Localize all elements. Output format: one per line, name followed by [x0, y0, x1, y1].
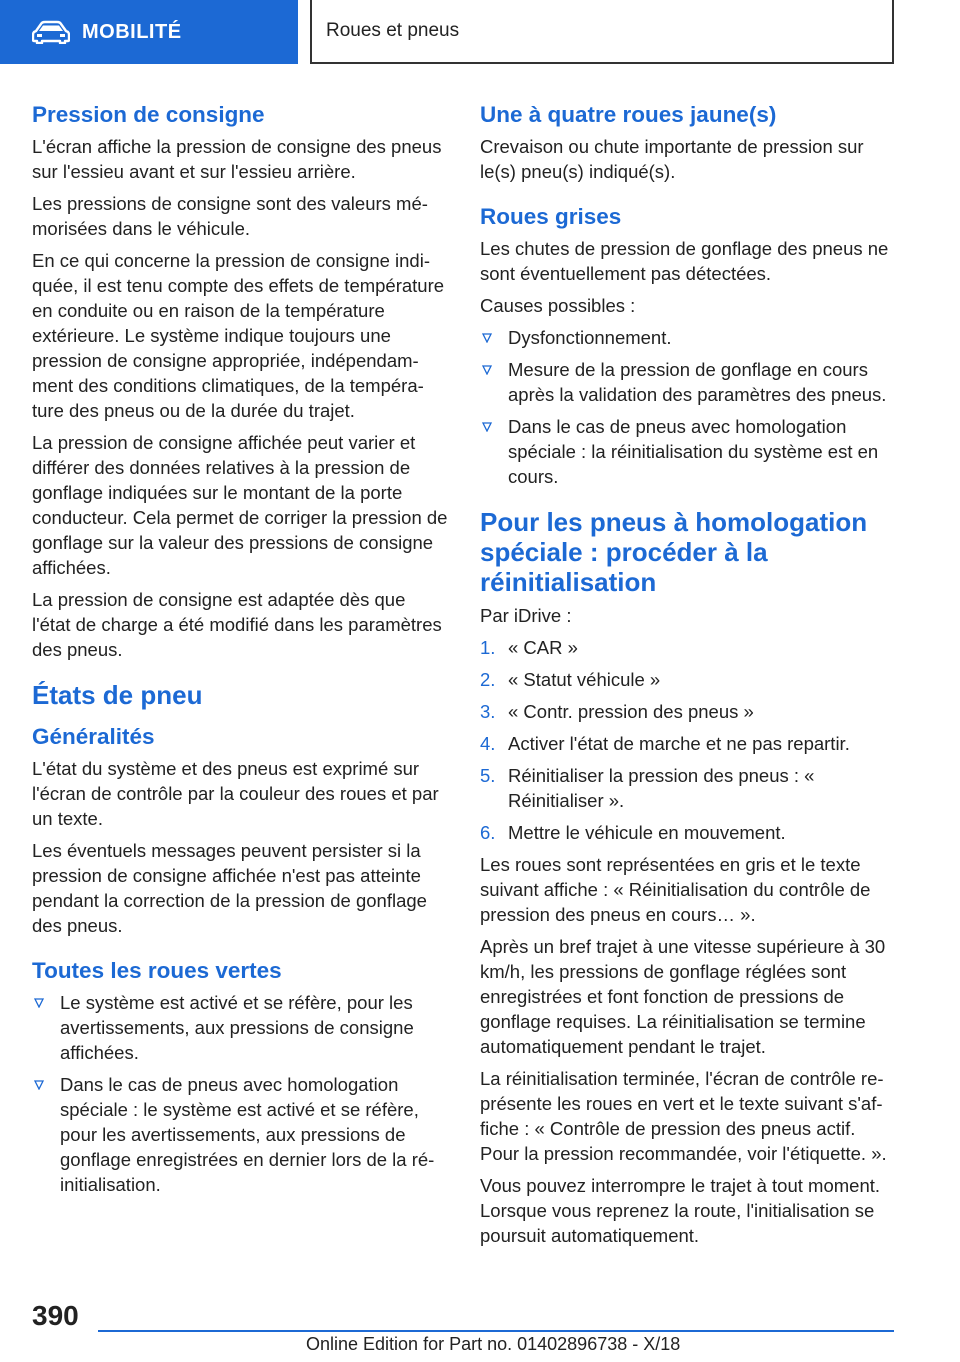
list-item — [32, 990, 448, 1065]
chapter-header — [310, 0, 894, 64]
step-text: Réinitialiser la pression des pneus : « Réinitialiser ». — [508, 765, 815, 811]
paragraph: Les éventuels messages peuvent persister si la pression de consigne affichée n'est pas atteinte pendant la correction de la pression de gonflage des pneus. — [32, 840, 427, 936]
triangle-bullet-icon — [482, 365, 492, 375]
paragraph: Par iDrive : — [480, 605, 572, 626]
step-number: 5. — [480, 765, 496, 786]
paragraph: Les pressions de consigne sont des valeurs mémorisées dans le véhicule. — [32, 193, 428, 239]
list-item — [480, 667, 896, 692]
list-item-text: Dysfonctionnement. — [508, 327, 672, 348]
chapter-title: Roues et pneus — [326, 20, 460, 41]
page-number: 390 — [32, 1300, 79, 1331]
paragraph: La pression de consigne est adaptée dès que l'état de charge a été modifié dans les paramètres des pneus. — [32, 589, 442, 660]
left-column — [32, 100, 448, 1205]
paragraph: Crevaison ou chute importante de pression sur le(s) pneu(s) indiqué(s). — [480, 136, 864, 182]
list-item — [480, 820, 896, 845]
list-item — [480, 635, 896, 660]
section-tab[interactable] — [0, 0, 298, 64]
footer-divider — [98, 1330, 894, 1332]
paragraph: Les roues sont représentées en gris et le texte suivant affiche : « Réinitialisation du contrôle de pression des pneus en cours… ». — [480, 854, 871, 925]
step-number: 4. — [480, 733, 496, 754]
paragraph: Après un bref trajet à une vitesse supérieure à 30 km/h, les pressions de gonflage réglées sont enregistrées et font fonction de pressions de gonflage requises. La réinitialisation se termine automatiquement pendant le trajet. — [480, 936, 886, 1057]
edition-text: Online Edition for Part no. 01402896738 - X/18 — [306, 1334, 681, 1354]
step-number: 1. — [480, 637, 496, 658]
car-icon — [32, 20, 70, 44]
triangle-bullet-icon — [34, 998, 44, 1008]
paragraph: Les chutes de pression de gonflage des pneus ne sont éventuellement pas détectées. — [480, 238, 889, 284]
step-text: Activer l'état de marche et ne pas repartir. — [508, 733, 850, 754]
list-item — [480, 763, 896, 813]
paragraph: Vous pouvez interrompre le trajet à tout moment. Lorsque vous reprenez la route, l'initialisation se poursuit automatiquement. — [480, 1175, 881, 1246]
step-text: « CAR » — [508, 637, 578, 658]
heading-roues-jaunes: Une à quatre roues jaune(s) — [480, 102, 777, 127]
list-item — [32, 1072, 448, 1197]
list-item — [480, 699, 896, 724]
triangle-bullet-icon — [482, 333, 492, 343]
triangle-bullet-icon — [34, 1080, 44, 1090]
heading-etats-de-pneu: États de pneu — [32, 680, 203, 710]
triangle-bullet-icon — [482, 422, 492, 432]
heading-pression-de-consigne: Pression de consigne — [32, 102, 265, 127]
paragraph: En ce qui concerne la pression de consigne indiquée, il est tenu compte des effets de température en conduite ou en raison de la température extérieure. Le système indique toujours une pression de consigne appropriée, indépendamment des conditions climatiques, de la température des pneus ou de la durée du trajet. — [32, 250, 445, 421]
step-number: 2. — [480, 669, 496, 690]
list-item-text: Mesure de la pression de gonflage en cours après la validation des paramètres des pneus. — [508, 359, 887, 405]
paragraph: L'état du système et des pneus est exprimé sur l'écran de contrôle par la couleur des roues et par un texte. — [32, 758, 439, 829]
paragraph: La pression de consigne affichée peut varier et différer des données relatives à la pression de gonflage indiquées sur le montant de la porte conducteur. Cela permet de corriger la pression de gonflage sur la valeur des pressions de consigne affichées. — [32, 432, 448, 578]
heading-roues-grises: Roues grises — [480, 204, 622, 229]
heading-generalites: Généralités — [32, 724, 155, 749]
paragraph: Causes possibles : — [480, 295, 636, 316]
steps-list — [480, 635, 896, 845]
list-item — [480, 325, 896, 350]
list-item — [480, 357, 896, 407]
bullet-list — [32, 990, 448, 1197]
step-number: 3. — [480, 701, 496, 722]
list-item-text: Dans le cas de pneus avec homologation spéciale : la réinitialisation du système est en cours. — [508, 416, 879, 487]
step-text: Mettre le véhicule en mouvement. — [508, 822, 786, 843]
paragraph: La réinitialisation terminée, l'écran de contrôle représente les roues en vert et le texte suivant s'affiche : « Contrôle de pression des pneus actif. Pour la pression recommandée, voir l'étiquette. ». — [480, 1068, 887, 1164]
heading-reinitialisation: Pour les pneus à homologation spéciale : procéder à la réinitialisation — [480, 507, 868, 597]
list-item-text: Dans le cas de pneus avec homologation spéciale : le système est activé et se réfère, pour les avertissements, aux pressions de gonflage enregistrées en dernier lors de la réinitialisation. — [60, 1074, 435, 1195]
list-item-text: Le système est activé et se réfère, pour les avertissements, aux pressions de consigne affichées. — [60, 992, 414, 1063]
step-number: 6. — [480, 822, 496, 843]
list-item — [480, 731, 896, 756]
bullet-list — [480, 325, 896, 489]
heading-toutes-les-roues-vertes: Toutes les roues vertes — [32, 958, 282, 983]
paragraph: L'écran affiche la pression de consigne des pneus sur l'essieu avant et sur l'essieu arrière. — [32, 136, 442, 182]
right-column — [480, 100, 896, 1255]
step-text: « Statut véhicule » — [508, 669, 661, 690]
step-text: « Contr. pression des pneus » — [508, 701, 754, 722]
list-item — [480, 414, 896, 489]
section-label: MOBILITÉ — [82, 20, 182, 43]
